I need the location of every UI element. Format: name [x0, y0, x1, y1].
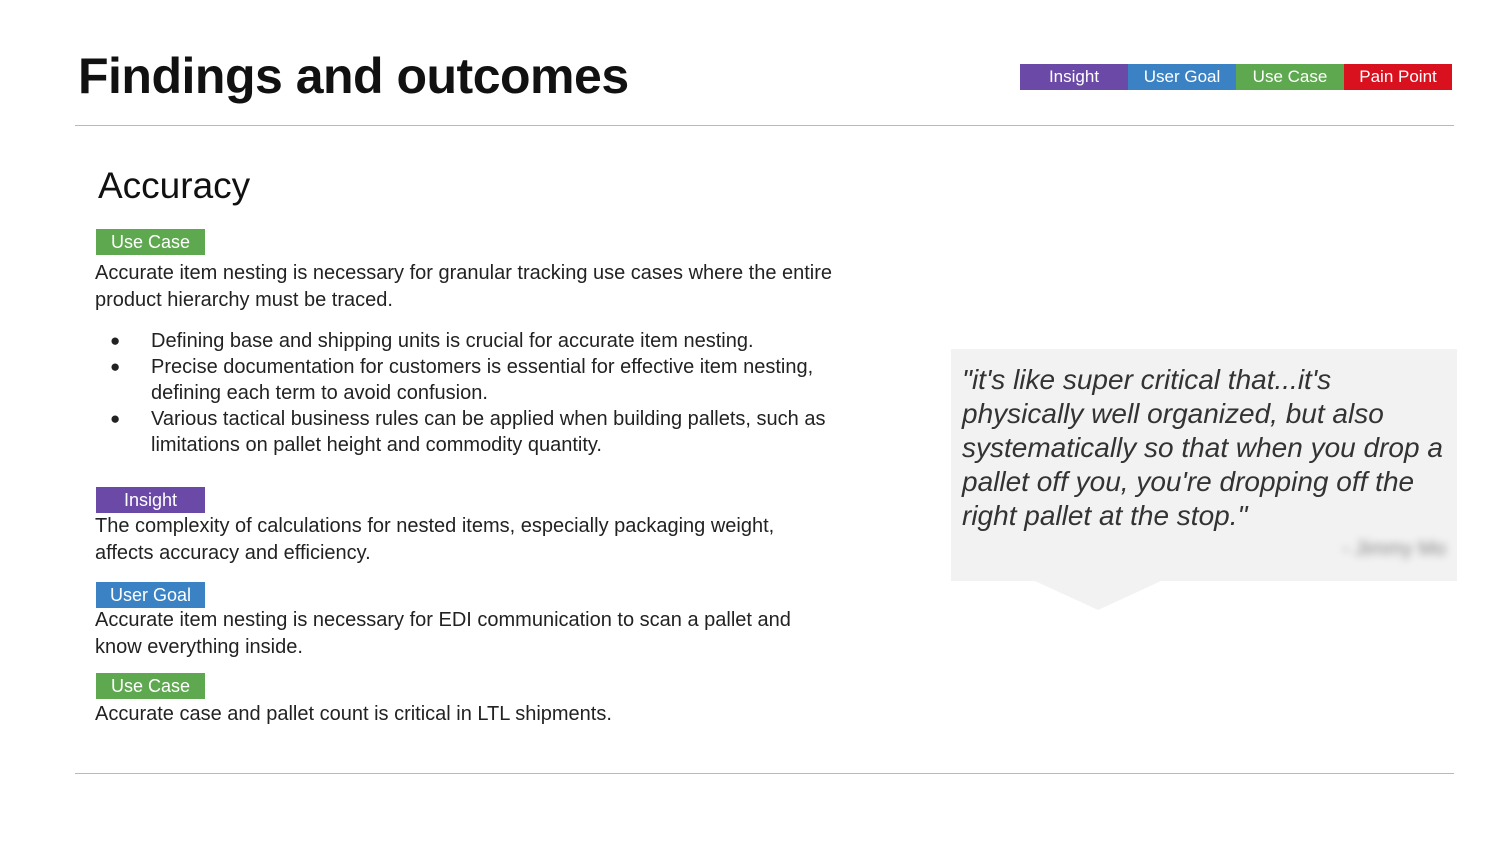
user-goal-tag: User Goal — [96, 582, 205, 608]
bullet-item — [108, 354, 828, 406]
user-goal-text: Accurate item nesting is necessary for EDI communication to scan a pallet and know everything inside. — [95, 609, 791, 658]
use-case-text-2: Accurate case and pallet count is critical in LTL shipments. — [95, 703, 612, 725]
legend-user-goal: User Goal — [1128, 64, 1236, 90]
page-title: Findings and outcomes — [78, 48, 629, 104]
use-case-tag-2: Use Case — [96, 673, 205, 699]
section-title: Accuracy — [98, 165, 251, 206]
bullet-text: Defining base and shipping units is crucial for accurate item nesting. — [151, 330, 754, 352]
quote-text: "it's like super critical that...it's physically well organized, but also systematically so that when you drop a pallet off you, you're dropping off the right pallet at the stop." — [962, 364, 1443, 531]
legend-insight: Insight — [1020, 64, 1128, 90]
legend-pain-point: Pain Point — [1344, 64, 1452, 90]
bullet-item — [108, 406, 828, 458]
legend-use-case: Use Case — [1236, 64, 1344, 90]
bullet-icon: ● — [110, 357, 121, 376]
bullet-item — [108, 328, 828, 354]
use-case-tag: Use Case — [96, 229, 205, 255]
bullet-icon: ● — [110, 409, 121, 428]
bullet-text: Various tactical business rules can be applied when building pallets, such as limitations on pallet height and commodity quantity. — [151, 408, 826, 456]
use-case-text: Accurate item nesting is necessary for granular tracking use cases where the entire product hierarchy must be traced. — [95, 262, 833, 311]
top-divider — [75, 125, 1454, 126]
bullet-icon: ● — [110, 331, 121, 350]
tag-legend — [1020, 64, 1452, 90]
bullet-text: Precise documentation for customers is essential for effective item nesting, defining each term to avoid confusion. — [151, 356, 814, 404]
bottom-divider — [75, 773, 1454, 774]
insight-text: The complexity of calculations for nested items, especially packaging weight, affects accuracy and efficiency. — [95, 515, 775, 564]
quote-attribution: - Jimmy Mo — [1342, 538, 1446, 560]
quote-callout-pointer — [1035, 581, 1161, 610]
bullet-list — [108, 328, 828, 458]
insight-tag: Insight — [96, 487, 205, 513]
